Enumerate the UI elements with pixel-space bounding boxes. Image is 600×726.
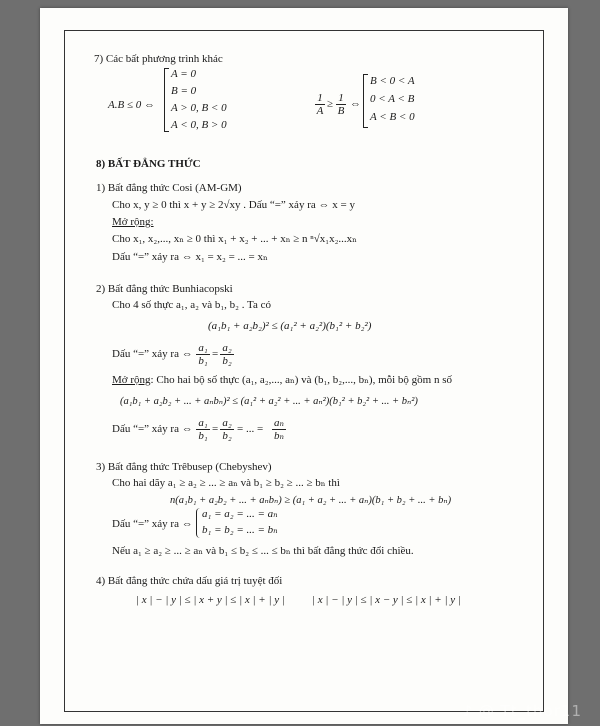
s3-title: 3) Bất đẳng thức Trêbusep (Chebyshev) xyxy=(96,461,272,473)
s2-eq2-frac3 xyxy=(272,417,286,442)
s2-eq2-n1: a₁ xyxy=(198,417,208,429)
section-8-title: 8) BẤT ĐẲNG THỨC xyxy=(96,158,201,170)
s2-eq2-frac1 xyxy=(196,417,210,442)
iff-symbol: ⇔ xyxy=(350,98,361,110)
s2-eq2-d3: bₙ xyxy=(272,429,286,442)
s2-eq1-d1: b₁ xyxy=(196,354,210,367)
cases2-bracket xyxy=(363,74,368,128)
s2-eq1-equals: = xyxy=(212,348,219,360)
s2-eq1-n1: a₁ xyxy=(198,342,208,354)
geq-symbol: ≥ xyxy=(327,98,334,110)
s2-extension-text: : Cho hai bộ số thực (a₁, a₂,..., aₙ) và (b₁, b₂,..., bₙ), mỗi bộ gồm n số xyxy=(150,374,453,386)
section-7-title: 7) Các bất phương trình khác xyxy=(94,53,223,65)
case-1: A = 0 xyxy=(171,68,196,80)
s2-eq2-n3: aₙ xyxy=(274,417,284,429)
s1-title: 1) Bất đẳng thức Cosi (AM-GM) xyxy=(96,182,242,194)
s3-case-1: a₁ = a₂ = ... = aₙ xyxy=(202,508,278,520)
s2-eq1-prefix: Dấu “=” xảy ra ⇔ xyxy=(112,348,193,360)
s1-extension-label: Mở rộng: xyxy=(112,216,154,228)
s4-title: 4) Bất đẳng thức chứa dấu giá trị tuyệt đối xyxy=(96,575,283,587)
s3-eq-prefix: Dấu “=” xảy ra ⇔ xyxy=(112,518,193,530)
fraction-1-over-B xyxy=(336,92,346,117)
case2-2: 0 < A < B xyxy=(370,93,415,105)
case-4: A < 0, B > 0 xyxy=(171,119,227,131)
s2-title: 2) Bất đẳng thức Bunhiacopski xyxy=(96,283,233,295)
s4-formula1: | x | − | y | ≤ | x + y | ≤ | x | + | y | xyxy=(136,594,285,606)
s2-eq1-frac2 xyxy=(220,342,234,367)
page-border xyxy=(64,30,544,712)
s2-extension-label: Mở rộng xyxy=(112,374,151,386)
frac2-num: 1 xyxy=(338,92,344,104)
s3-line1: Cho hai dãy a₁ ≥ a₂ ≥ ... ≥ aₙ và b₁ ≥ b₂ ≥ ... ≥ bₙ thì xyxy=(112,477,340,489)
s2-eq2-d1: b₁ xyxy=(196,429,210,442)
s2-eq1-d2: b₂ xyxy=(220,354,234,367)
s3-line2: Nếu a₁ ≥ a₂ ≥ ... ≥ aₙ và b₁ ≤ b₂ ≤ ... ≤ bₙ thì bất đẳng thức đổi chiều. xyxy=(112,545,414,557)
document-page xyxy=(40,8,568,724)
s2-line1: Cho 4 số thực a₁, a₂ và b₁, b₂ . Ta có xyxy=(112,299,272,311)
frac2-den: B xyxy=(337,105,345,117)
s1-line1: Cho x, y ≥ 0 thì x + y ≥ 2√xy . Dấu “=” xảy ra ⇔ x = y xyxy=(112,199,355,211)
s2-eq2-equals: = xyxy=(212,423,219,435)
ab-inequality-lhs: A.B ≤ 0 ⇔ xyxy=(108,99,155,111)
s2-eq1-n2: a₂ xyxy=(222,342,232,354)
s2-extension xyxy=(112,374,452,387)
s2-eq2-d2: b₂ xyxy=(220,429,234,442)
s3-case-2: b₁ = b₂ = ... = bₙ xyxy=(202,524,278,536)
s2-formula2: (a₁b₁ + a₂b₂ + ... + aₙbₙ)² ≤ (a₁² + a₂² + ... + aₙ²)(b₁² + b₂² + ... + bₙ²) xyxy=(120,396,418,407)
s2-formula1: (a₁b₁ + a₂b₂)² ≤ (a₁² + a₂²)(b₁² + b₂²) xyxy=(208,320,372,332)
frac1-num: 1 xyxy=(317,92,323,104)
s2-eq2-prefix: Dấu “=” xảy ra ⇔ xyxy=(112,423,193,435)
s2-eq1-frac1 xyxy=(196,342,210,367)
s2-eq2-dots: = ... = xyxy=(237,423,264,435)
watermark: ♪ @ Tt_thor11 xyxy=(462,702,582,720)
s2-eq2-n2: a₂ xyxy=(222,417,232,429)
frac1-den: A xyxy=(316,105,324,117)
s4-formula2: | x | − | y | ≤ | x − y | ≤ | x | + | y | xyxy=(312,594,461,606)
cases-bracket xyxy=(164,68,169,132)
fraction-1-over-A xyxy=(315,92,325,117)
s2-eq2-frac2 xyxy=(220,417,234,442)
case2-3: A < B < 0 xyxy=(370,111,415,123)
s1-line2: Cho x₁, x₂,..., xₙ ≥ 0 thì x₁ + x₂ + ... + xₙ ≥ n ⁿ√x₁x₂...xₙ xyxy=(112,233,357,245)
s3-cases-bracket xyxy=(196,508,201,538)
s3-formula: n(a₁b₁ + a₂b₂ + ... + aₙbₙ) ≥ (a₁ + a₂ + ... + aₙ)(b₁ + b₂ + ... + bₙ) xyxy=(170,495,452,506)
case-3: A > 0, B < 0 xyxy=(171,102,227,114)
case2-1: B < 0 < A xyxy=(370,75,415,87)
s1-line3: Dấu “=” xảy ra ⇔ x₁ = x₂ = ... = xₙ xyxy=(112,251,268,263)
case-2: B = 0 xyxy=(171,85,197,97)
